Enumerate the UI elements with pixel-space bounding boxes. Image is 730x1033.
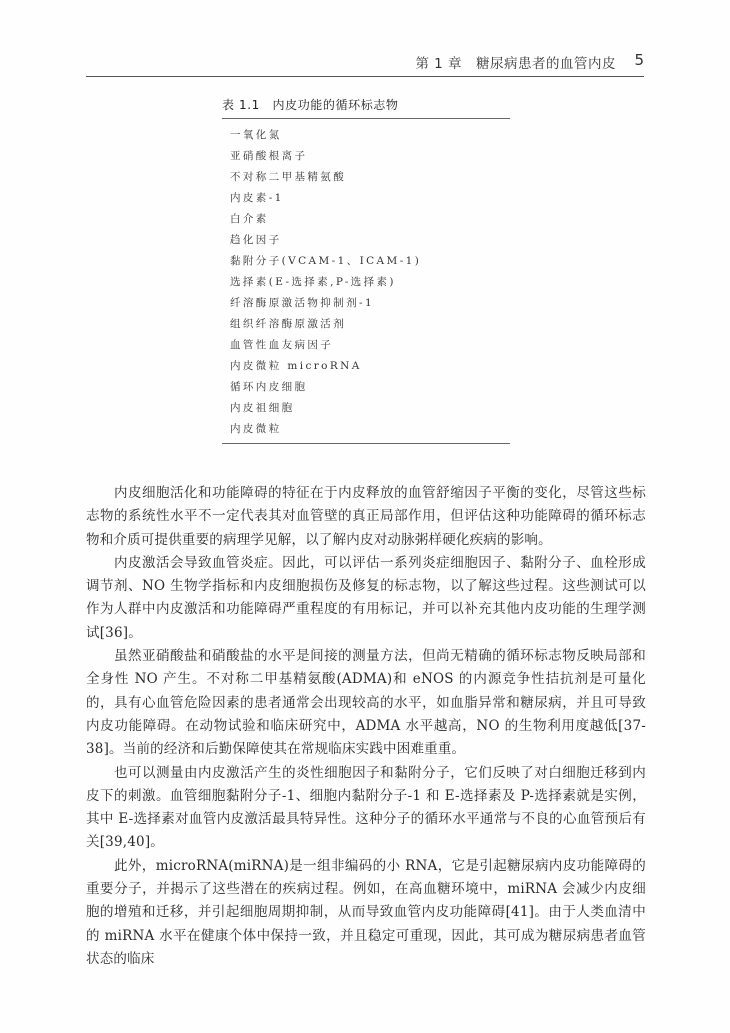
marker-item: 黏附分子(VCAM-1、ICAM-1) [230, 255, 422, 267]
marker-list [222, 119, 510, 440]
running-head [86, 50, 644, 77]
page-number: 5 [634, 51, 644, 69]
marker-item: 内皮素-1 [230, 192, 284, 204]
table-caption: 表 1.1 内皮功能的循环标志物 [222, 98, 399, 112]
paragraph: 虽然亚硝酸盐和硝酸盐的水平是间接的测量方法，但尚无精确的循环标志物反映局部和全身性 NO 产生。不对称二甲基精氨酸(ADMA)和 eNOS 的内源竞争性拮抗剂是可量化的，具有心血管危险因素的患者通常会出现较高的水平，如血脂异常和糖尿病，并且可导致内皮功能障碍。在动物试验和临床研究中，ADMA 水平越高，NO 的生物利用度越低[37-38]。当前的经济和后勤保障使其在常规临床实践中困难重重。 [86, 648, 646, 758]
marker-item: 血管性血友病因子 [230, 339, 334, 351]
marker-item: 白介素 [230, 213, 269, 225]
marker-item: 循环内皮细胞 [230, 381, 308, 393]
body-text [86, 482, 646, 971]
paragraph: 也可以测量由内皮激活产生的炎性细胞因子和黏附分子，它们反映了对白细胞迁移到内皮下的刺激。血管细胞黏附分子-1、细胞内黏附分子-1 和 E-选择素及 P-选择素就是实例，其中 E-选择素对血管内皮激活最具特异性。这种分子的循环水平通常与不良的心血管预后有关[39,40]。 [86, 764, 646, 851]
marker-item: 亚硝酸根离子 [230, 150, 308, 162]
marker-item: 趋化因子 [230, 234, 282, 246]
paragraph: 此外，microRNA(miRNA)是一组非编码的小 RNA，它是引起糖尿病内皮功能障碍的重要分子，并揭示了这些潜在的疾病过程。例如，在高血糖环境中，miRNA 会减少内皮细胞的增殖和迁移，并引起细胞周期抑制，从而导致血管内皮功能障碍[41]。由于人类血清中的 miRNA 水平在健康个体中保持一致，并且稳定可重现，因此，其可成为糖尿病患者血管状态的临床 [86, 857, 646, 967]
marker-item: 组织纤溶酶原激活剂 [230, 318, 347, 330]
marker-item: 内皮微粒 [230, 423, 282, 435]
marker-item: 内皮微粒 microRNA [230, 360, 362, 372]
marker-item: 选择素(E-选择素,P-选择素) [230, 276, 396, 288]
paragraph: 内皮激活会导致血管炎症。因此，可以评估一系列炎症细胞因子、黏附分子、血栓形成调节剂、NO 生物学指标和内皮细胞损伤及修复的标志物，以了解这些过程。这些测试可以作为人群中内皮激活和功能障碍严重程度的有用标记，并可以补充其他内皮功能的生理学测试[36]。 [86, 554, 646, 641]
marker-item: 纤溶酶原激活物抑制剂-1 [230, 297, 375, 309]
marker-item: 一氧化氮 [230, 129, 282, 141]
paragraph: 内皮细胞活化和功能障碍的特征在于内皮释放的血管舒缩因子平衡的变化，尽管这些标志物的系统性水平不一定代表其对血管壁的真正局部作用，但评估这种功能障碍的循环标志物和介质可提供重要的病理学见解，以了解内皮对动脉粥样硬化疾病的影响。 [86, 485, 646, 548]
chapter-title: 第 1 章 糖尿病患者的血管内皮 [415, 56, 616, 72]
marker-item: 内皮祖细胞 [230, 402, 295, 414]
marker-item: 不对称二甲基精氨酸 [230, 171, 347, 183]
marker-table [222, 118, 510, 444]
